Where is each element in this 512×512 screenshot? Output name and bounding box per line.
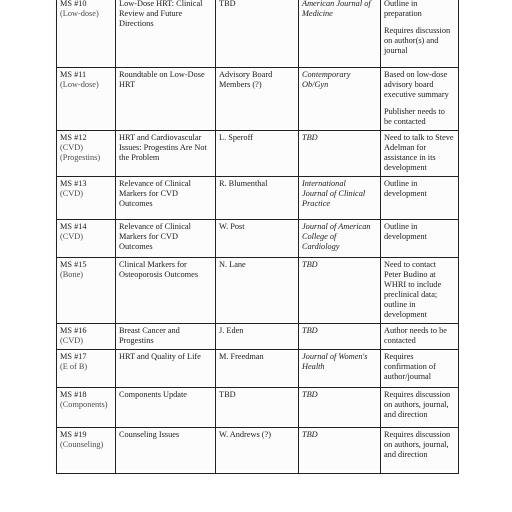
- manuscript-number: MS #11: [60, 70, 87, 79]
- topic-cell: [116, 350, 216, 388]
- table-row: [57, 177, 459, 220]
- manuscript-category: (Bone): [60, 270, 84, 279]
- journal-cell: [299, 131, 381, 177]
- manuscript-id-cell: [57, 68, 116, 131]
- journal-cell: [299, 68, 381, 131]
- journal-cell: [299, 428, 381, 474]
- topic-cell: [116, 324, 216, 350]
- author-cell: [216, 258, 299, 324]
- manuscript-number: MS #18: [60, 390, 87, 399]
- manuscript-number: MS #12: [60, 133, 87, 142]
- manuscript-topic: Relevance of Clinical Markers for CVD Outcomes: [119, 179, 191, 208]
- manuscript-id-cell: [57, 428, 116, 474]
- manuscript-category: (CVD): [60, 232, 84, 241]
- table-row: [57, 68, 459, 131]
- manuscript-number: MS #13: [60, 179, 87, 188]
- table-row: [57, 324, 459, 350]
- target-journal: American Journal of Medicine: [302, 0, 371, 18]
- author-cell: [216, 428, 299, 474]
- manuscript-id-cell: [57, 388, 116, 428]
- manuscript-author: TBD: [219, 0, 236, 8]
- manuscript-author: J. Eden: [219, 326, 244, 335]
- manuscript-id-cell: [57, 324, 116, 350]
- author-cell: [216, 177, 299, 220]
- manuscript-author: W. Andrews (?): [219, 430, 271, 439]
- manuscript-number: MS #19: [60, 430, 87, 439]
- manuscript-category: (Counseling): [60, 440, 104, 449]
- manuscript-topic: Low-Dose HRT: Clinical Review and Future Directions: [119, 0, 203, 28]
- journal-cell: [299, 350, 381, 388]
- manuscript-topic: Breast Cancer and Progestins: [119, 326, 180, 345]
- status-cell: [381, 350, 459, 388]
- status-note: Need to contact Peter Budino at WHRI to include preclinical data; outline in development: [384, 260, 442, 319]
- target-journal: TBD: [302, 390, 318, 399]
- manuscript-topic: HRT and Cardiovascular Issues: Progestins Are Not the Problem: [119, 133, 207, 162]
- manuscript-number: MS #16: [60, 326, 87, 335]
- author-cell: [216, 350, 299, 388]
- status-cell: [381, 388, 459, 428]
- target-journal: Journal of American College of Cardiology: [302, 222, 371, 251]
- status-note: Requires discussion on author(s) and journal: [384, 26, 451, 55]
- manuscript-number: MS #17: [60, 352, 87, 361]
- status-note: Outline in development: [384, 179, 427, 198]
- manuscript-topic: Components Update: [119, 390, 187, 399]
- status-note: Requires confirmation of author/journal: [384, 352, 436, 381]
- journal-cell: [299, 0, 381, 68]
- manuscript-id-cell: [57, 220, 116, 258]
- journal-cell: [299, 324, 381, 350]
- manuscript-category: (Low-dose): [60, 9, 99, 18]
- manuscript-id-cell: [57, 350, 116, 388]
- target-journal: TBD: [302, 133, 318, 142]
- target-journal: TBD: [302, 430, 318, 439]
- target-journal: TBD: [302, 260, 318, 269]
- table-row: [57, 350, 459, 388]
- manuscript-category: (CVD): [60, 336, 84, 345]
- status-cell: [381, 131, 459, 177]
- manuscript-category: (CVD) (Progestins): [60, 143, 101, 162]
- status-cell: [381, 220, 459, 258]
- manuscript-category: (Components): [60, 400, 108, 409]
- table-body: [57, 0, 459, 474]
- topic-cell: [116, 428, 216, 474]
- table-row: [57, 428, 459, 474]
- manuscript-table: [56, 0, 459, 474]
- author-cell: [216, 324, 299, 350]
- status-cell: [381, 0, 459, 68]
- status-note: Based on low-dose advisory board executive summary: [384, 70, 449, 99]
- status-note: Requires discussion on authors, journal, and direction: [384, 390, 451, 419]
- journal-cell: [299, 258, 381, 324]
- status-note: Outline in development: [384, 222, 427, 241]
- journal-cell: [299, 388, 381, 428]
- manuscript-author: L. Speroff: [219, 133, 253, 142]
- manuscript-number: MS #15: [60, 260, 87, 269]
- topic-cell: [116, 220, 216, 258]
- target-journal: Journal of Women's Health: [302, 352, 368, 371]
- manuscript-topic: Clinical Markers for Osteoporosis Outcomes: [119, 260, 199, 279]
- status-cell: [381, 324, 459, 350]
- author-cell: [216, 0, 299, 68]
- status-cell: [381, 428, 459, 474]
- author-cell: [216, 388, 299, 428]
- manuscript-id-cell: [57, 0, 116, 68]
- manuscript-category: (Low-dose): [60, 80, 99, 89]
- topic-cell: [116, 131, 216, 177]
- manuscript-author: W. Post: [219, 222, 245, 231]
- manuscript-author: R. Blumenthal: [219, 179, 268, 188]
- target-journal: TBD: [302, 326, 318, 335]
- topic-cell: [116, 388, 216, 428]
- status-note: Publisher needs to be contacted: [384, 107, 445, 126]
- journal-cell: [299, 177, 381, 220]
- manuscript-number: MS #14: [60, 222, 87, 231]
- status-cell: [381, 177, 459, 220]
- manuscript-author: M. Freedman: [219, 352, 264, 361]
- author-cell: [216, 131, 299, 177]
- table-row: [57, 131, 459, 177]
- manuscript-topic: Roundtable on Low-Dose HRT: [119, 70, 205, 89]
- status-note: Outline in preparation: [384, 0, 422, 18]
- manuscript-author: TBD: [219, 390, 236, 399]
- manuscript-category: (CVD): [60, 189, 84, 198]
- status-note: Author needs to be contacted: [384, 326, 447, 345]
- author-cell: [216, 68, 299, 131]
- manuscript-author: N. Lane: [219, 260, 246, 269]
- topic-cell: [116, 68, 216, 131]
- status-cell: [381, 258, 459, 324]
- journal-cell: [299, 220, 381, 258]
- target-journal: International Journal of Clinical Practice: [302, 179, 366, 208]
- table-row: [57, 220, 459, 258]
- manuscript-id-cell: [57, 177, 116, 220]
- table-row: [57, 388, 459, 428]
- manuscript-topic: Counseling Issues: [119, 430, 180, 439]
- status-cell: [381, 68, 459, 131]
- target-journal: Contemporary Ob/Gyn: [302, 70, 351, 89]
- topic-cell: [116, 258, 216, 324]
- topic-cell: [116, 0, 216, 68]
- manuscript-number: MS #10: [60, 0, 87, 8]
- manuscript-topic: Relevance of Clinical Markers for CVD Outcomes: [119, 222, 191, 251]
- manuscript-category: (E of B): [60, 362, 88, 371]
- manuscript-id-cell: [57, 131, 116, 177]
- table-row: [57, 258, 459, 324]
- manuscript-topic: HRT and Quality of Life: [119, 352, 201, 361]
- author-cell: [216, 220, 299, 258]
- topic-cell: [116, 177, 216, 220]
- status-note: Need to talk to Steve Adelman for assistance in its development: [384, 133, 454, 172]
- manuscript-author: Advisory Board Members (?): [219, 70, 273, 89]
- status-note: Requires discussion on authors, journal, and direction: [384, 430, 451, 459]
- manuscript-id-cell: [57, 258, 116, 324]
- table-row: [57, 0, 459, 68]
